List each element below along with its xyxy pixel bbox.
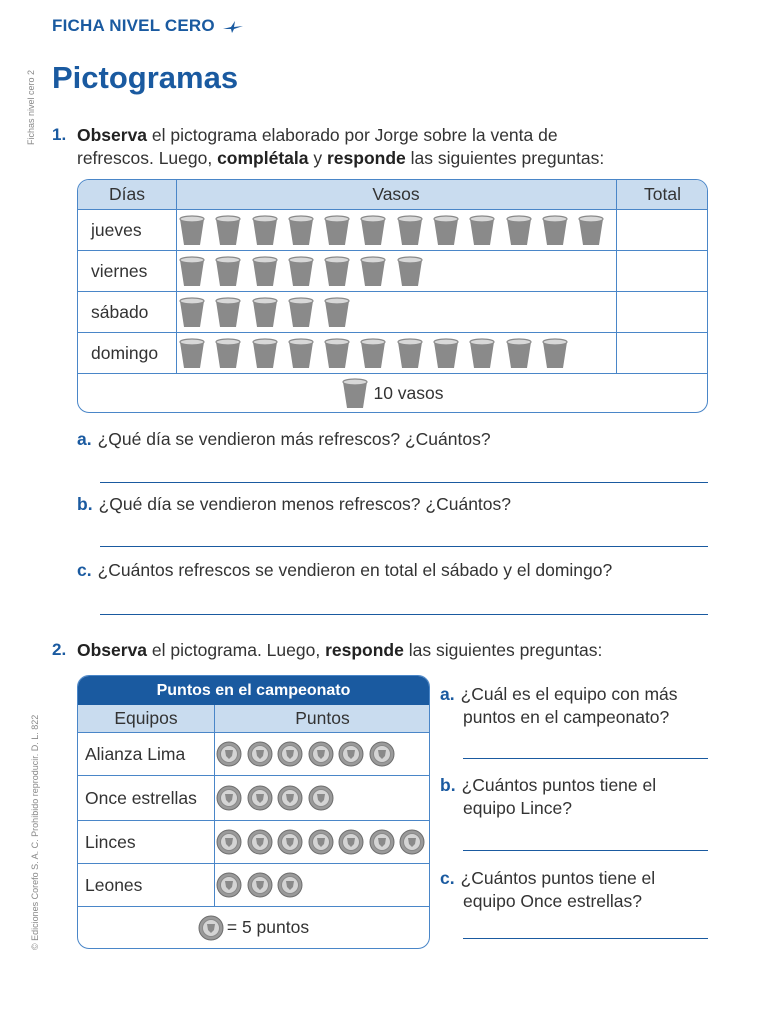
pictogram-table-refrescos bbox=[77, 179, 708, 413]
medal-icon bbox=[399, 829, 425, 855]
q2-instructions: Observa el pictograma. Luego, responde las siguientes preguntas: bbox=[77, 640, 603, 660]
total-cell-empty[interactable] bbox=[616, 210, 708, 250]
medal-icon bbox=[198, 915, 224, 941]
team-label: Alianza Lima bbox=[85, 743, 186, 764]
cup-icon bbox=[287, 214, 315, 246]
cup-icon bbox=[432, 214, 460, 246]
legend-text: 10 vasos bbox=[373, 382, 444, 403]
table-row bbox=[78, 210, 707, 251]
medals-row-once bbox=[216, 776, 338, 820]
team-label: Once estrellas bbox=[85, 787, 197, 808]
medal-icon bbox=[247, 872, 273, 898]
q1-sub-a: a. ¿Qué día se vendieron más refrescos? ¿Cuántos? bbox=[77, 429, 491, 449]
cup-icon bbox=[359, 214, 387, 246]
medal-icon bbox=[308, 741, 334, 767]
total-cell-empty[interactable] bbox=[616, 251, 708, 291]
table-row bbox=[78, 864, 429, 907]
total-cell-empty[interactable] bbox=[616, 292, 708, 332]
medal-icon bbox=[277, 741, 303, 767]
cup-icon bbox=[577, 214, 605, 246]
cups-row-viernes bbox=[178, 251, 432, 291]
pictogram-table-puntos bbox=[77, 675, 430, 949]
column-divider bbox=[214, 705, 215, 907]
cup-icon bbox=[178, 255, 206, 287]
cup-icon bbox=[505, 337, 533, 369]
medal-icon bbox=[369, 829, 395, 855]
medals-row-alianza bbox=[216, 733, 399, 775]
answer-line-2b[interactable] bbox=[463, 850, 708, 851]
cup-icon bbox=[359, 255, 387, 287]
medal-icon bbox=[338, 829, 364, 855]
medal-icon bbox=[216, 785, 242, 811]
medals-row-leones bbox=[216, 864, 308, 906]
cup-icon bbox=[541, 214, 569, 246]
day-label: sábado bbox=[91, 301, 149, 322]
day-label: domingo bbox=[91, 342, 159, 363]
cup-icon bbox=[251, 296, 279, 328]
cup-icon bbox=[468, 214, 496, 246]
medal-icon bbox=[216, 741, 242, 767]
q2-sub-a: a. ¿Cuál es el equipo con más puntos en el campeonato? bbox=[440, 684, 678, 727]
column-divider bbox=[616, 180, 617, 374]
table-row bbox=[78, 333, 707, 374]
q2-number: 2. bbox=[52, 640, 67, 659]
team-label: Linces bbox=[85, 831, 136, 852]
copyright-note: © Ediciones Corefo S. A. C. Prohibido reproducir. D. L. 822 bbox=[30, 714, 40, 950]
header-dias: Días bbox=[109, 184, 145, 204]
team-label: Leones bbox=[85, 874, 143, 895]
q1-instructions: Observa el pictograma elaborado por Jorge sobre la venta de refrescos. Luego, complétala y responde las siguientes preguntas: bbox=[77, 125, 605, 168]
medal-icon bbox=[216, 829, 242, 855]
medal-icon bbox=[247, 829, 273, 855]
cup-icon bbox=[323, 296, 351, 328]
cup-icon bbox=[323, 255, 351, 287]
table-row bbox=[78, 821, 429, 864]
pictogram-legend bbox=[78, 374, 707, 412]
legend-text: = 5 puntos bbox=[226, 917, 310, 937]
cup-icon bbox=[396, 337, 424, 369]
cup-icon bbox=[341, 377, 369, 409]
bird-icon bbox=[222, 20, 244, 34]
answer-line-c[interactable] bbox=[100, 614, 708, 615]
cup-icon bbox=[505, 214, 533, 246]
day-label: jueves bbox=[91, 219, 142, 240]
day-label: viernes bbox=[91, 260, 148, 281]
medal-icon bbox=[247, 785, 273, 811]
medal-icon bbox=[277, 785, 303, 811]
page-title: Pictogramas bbox=[52, 60, 239, 95]
column-divider bbox=[176, 180, 177, 374]
table-row bbox=[78, 776, 429, 821]
cup-icon bbox=[323, 337, 351, 369]
cup-icon bbox=[214, 214, 242, 246]
cup-icon bbox=[396, 214, 424, 246]
table-row bbox=[78, 251, 707, 292]
cup-icon bbox=[251, 337, 279, 369]
table-title: Puntos en el campeonato bbox=[78, 676, 429, 705]
header-puntos: Puntos bbox=[295, 708, 350, 728]
medal-icon bbox=[216, 872, 242, 898]
table-header-row bbox=[78, 705, 429, 733]
cup-icon bbox=[178, 214, 206, 246]
total-cell-empty[interactable] bbox=[616, 333, 708, 373]
cups-row-domingo bbox=[178, 333, 577, 373]
cup-icon bbox=[287, 255, 315, 287]
cup-icon bbox=[178, 296, 206, 328]
q2-sub-c: c. ¿Cuántos puntos tiene el equipo Once estrellas? bbox=[440, 868, 656, 911]
cup-icon bbox=[287, 296, 315, 328]
cup-icon bbox=[396, 255, 424, 287]
q1-sub-b: b. ¿Qué día se vendieron menos refrescos? ¿Cuántos? bbox=[77, 494, 512, 514]
medals-row-linces bbox=[216, 821, 430, 863]
cup-icon bbox=[214, 255, 242, 287]
answer-line-b[interactable] bbox=[100, 546, 708, 547]
worksheet-header bbox=[52, 16, 244, 36]
cup-icon bbox=[178, 337, 206, 369]
cup-icon bbox=[323, 214, 351, 246]
table-row bbox=[78, 733, 429, 776]
cup-icon bbox=[541, 337, 569, 369]
medal-icon bbox=[338, 741, 364, 767]
side-note-top: Fichas nivel cero 2 bbox=[26, 69, 36, 145]
answer-line-a[interactable] bbox=[100, 482, 708, 483]
medal-icon bbox=[247, 741, 273, 767]
cup-icon bbox=[251, 214, 279, 246]
cup-icon bbox=[287, 337, 315, 369]
cup-icon bbox=[214, 296, 242, 328]
cup-icon bbox=[251, 255, 279, 287]
header-label: FICHA NIVEL CERO bbox=[52, 16, 215, 35]
cup-icon bbox=[432, 337, 460, 369]
medal-icon bbox=[308, 785, 334, 811]
medal-icon bbox=[277, 872, 303, 898]
table-header-row bbox=[78, 180, 707, 210]
answer-line-2a[interactable] bbox=[463, 758, 708, 759]
q1-sub-c: c. ¿Cuántos refrescos se vendieron en total el sábado y el domingo? bbox=[77, 560, 613, 580]
cup-icon bbox=[359, 337, 387, 369]
cup-icon bbox=[468, 337, 496, 369]
header-vasos: Vasos bbox=[372, 184, 420, 204]
q2-sub-b: b. ¿Cuántos puntos tiene el equipo Lince? bbox=[440, 775, 657, 818]
answer-line-2c[interactable] bbox=[463, 938, 708, 939]
cups-row-sabado bbox=[178, 292, 359, 332]
header-total: Total bbox=[644, 184, 681, 204]
medal-icon bbox=[277, 829, 303, 855]
medal-icon bbox=[369, 741, 395, 767]
cups-row-jueves bbox=[178, 210, 614, 250]
header-equipos: Equipos bbox=[114, 708, 178, 728]
cup-icon bbox=[214, 337, 242, 369]
q1-number: 1. bbox=[52, 125, 67, 144]
pictogram-legend bbox=[78, 907, 429, 948]
medal-icon bbox=[308, 829, 334, 855]
table-row bbox=[78, 292, 707, 333]
